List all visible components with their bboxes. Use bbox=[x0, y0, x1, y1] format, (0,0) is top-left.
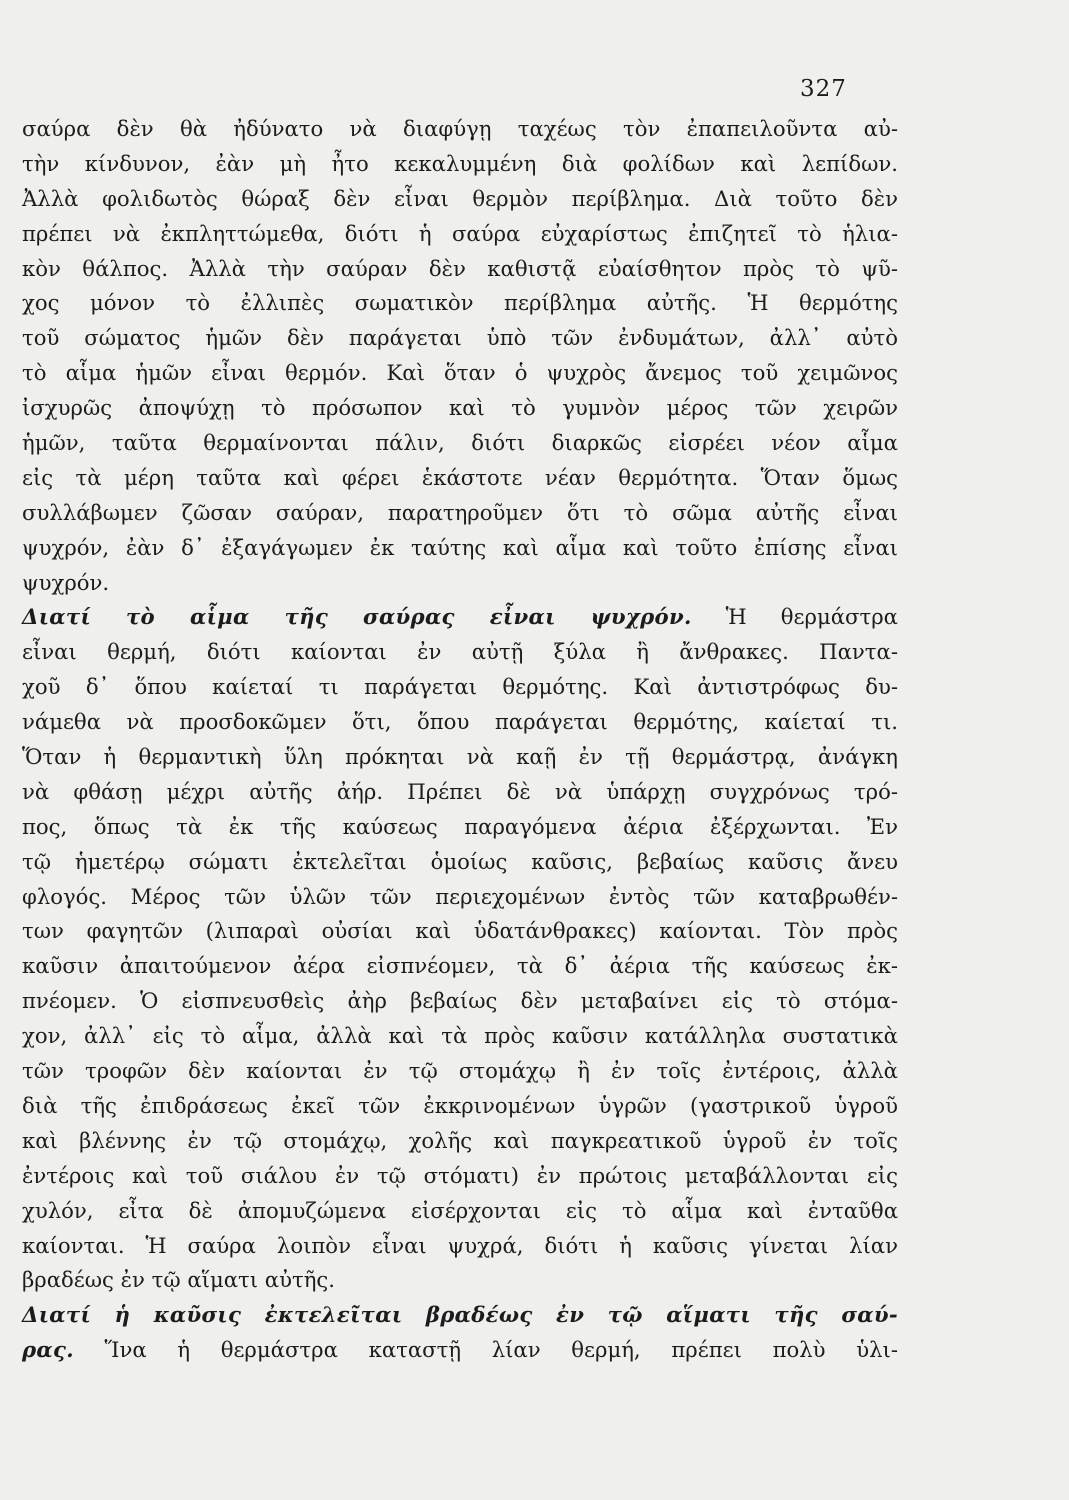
section-heading-line bbox=[22, 1298, 898, 1333]
text-run: Ἡ θερμάστρα bbox=[691, 604, 898, 630]
text-line: νὰ φθάσῃ μέχρι αὐτῆς ἀήρ. Πρέπει δὲ νὰ ὑπάρχῃ συγχρόνως τρό- bbox=[22, 778, 898, 804]
text-line: καίονται. Ἡ σαύρα λοιπὸν εἶναι ψυχρά, διότι ἡ καῦσις γίνεται λίαν bbox=[22, 1232, 898, 1258]
text-line: συλλάβωμεν ζῶσαν σαύραν, παρατηροῦμεν ὅτι τὸ σῶμα αὐτῆς εἶναι bbox=[22, 499, 898, 525]
text-line: ψυχρόν. bbox=[22, 569, 110, 595]
text-line: πνέομεν. Ὁ εἰσπνευσθεὶς ἀὴρ βεβαίως δὲν μεταβαίνει εἰς τὸ στόμα- bbox=[22, 988, 898, 1014]
page-body bbox=[22, 112, 898, 1368]
text-line: χον, ἀλλ᾽ εἰς τὸ αἷμα, ἀλλὰ καὶ τὰ πρὸς καῦσιν κατάλληλα συστατικὰ bbox=[22, 1023, 898, 1049]
text-line: ἐντέροις καὶ τοῦ σιάλου ἐν τῷ στόματι) ἐν πρώτοις μεταβάλλονται εἰς bbox=[22, 1162, 898, 1188]
text-line: τῶν τροφῶν δὲν καίονται ἐν τῷ στομάχῳ ἢ ἐν τοῖς ἐντέροις, ἀλλὰ bbox=[22, 1058, 898, 1084]
text-line: των φαγητῶν (λιπαραὶ οὐσίαι καὶ ὑδατάνθρακες) καίονται. Τὸν πρὸς bbox=[22, 918, 898, 944]
section-heading: Διατί ἡ καῦσις ἐκτελεῖται βραδέως ἐν τῷ αἵματι τῆς σαύ- bbox=[22, 1302, 898, 1328]
text-line: καὶ βλέννης ἐν τῷ στομάχῳ, χολῆς καὶ παγκρεατικοῦ ὑγροῦ ἐν τοῖς bbox=[22, 1127, 898, 1153]
text-line: σαύρα δὲν θὰ ἠδύνατο νὰ διαφύγῃ ταχέως τὸν ἐπαπειλοῦντα αὐ- bbox=[22, 116, 898, 141]
text-line: νάμεθα νὰ προσδοκῶμεν ὅτι, ὅπου παράγεται θερμότης, καίεταί τι. bbox=[22, 709, 898, 735]
text-line: Ἀλλὰ φολιδωτὸς θώραξ δὲν εἶναι θερμὸν περίβλημα. Διὰ τοῦτο δὲν bbox=[22, 185, 898, 211]
section-heading: Διατί τὸ αἷμα τῆς σαύρας εἶναι ψυχρόν. bbox=[22, 604, 692, 630]
text-line: εἰς τὰ μέρη ταῦτα καὶ φέρει ἑκάστοτε νέαν θερμότητα. Ὅταν ὅμως bbox=[22, 464, 898, 490]
text-line: διὰ τῆς ἐπιδράσεως ἐκεῖ τῶν ἐκκρινομένων ὑγρῶν (γαστρικοῦ ὑγροῦ bbox=[22, 1092, 898, 1118]
text-line: φλογός. Μέρος τῶν ὑλῶν τῶν περιεχομένων ἐντὸς τῶν καταβρωθέν- bbox=[22, 883, 898, 909]
text-line: χος μόνον τὸ ἐλλιπὲς σωματικὸν περίβλημα αὐτῆς. Ἡ θερμότης bbox=[22, 290, 898, 316]
text-line: τὴν κίνδυνον, ἐὰν μὴ ἦτο κεκαλυμμένη διὰ φολίδων καὶ λεπίδων. bbox=[22, 150, 898, 176]
text-line: τοῦ σώματος ἡμῶν δὲν παράγεται ὑπὸ τῶν ἐνδυμάτων, ἀλλ᾽ αὐτὸ bbox=[22, 325, 898, 351]
text-line: εἶναι θερμή, διότι καίονται ἐν αὐτῇ ξύλα ἢ ἄνθρακες. Παντα- bbox=[22, 639, 898, 665]
section-heading: ρας. bbox=[22, 1337, 74, 1363]
text-line: τὸ αἷμα ἡμῶν εἶναι θερμόν. Καὶ ὅταν ὁ ψυχρὸς ἄνεμος τοῦ χειμῶνος bbox=[22, 360, 898, 386]
text-line: ἰσχυρῶς ἀποψύχῃ τὸ πρόσωπον καὶ τὸ γυμνὸν μέρος τῶν χειρῶν bbox=[22, 395, 898, 421]
section-heading-line bbox=[22, 1333, 898, 1368]
text-line: πρέπει νὰ ἐκπληττώμεθα, διότι ἡ σαύρα εὐχαρίστως ἐπιζητεῖ τὸ ἡλια- bbox=[22, 220, 898, 246]
text-line: Ὅταν ἡ θερμαντικὴ ὕλη πρόκηται νὰ καῇ ἐν τῇ θερμάστρᾳ, ἀνάγκη bbox=[22, 744, 898, 770]
text-line: χυλόν, εἶτα δὲ ἀπομυζώμενα εἰσέρχονται εἰς τὸ αἷμα καὶ ἐνταῦθα bbox=[22, 1197, 898, 1223]
text-line: καῦσιν ἀπαιτούμενον ἀέρα εἰσπνέομεν, τὰ δ᾽ ἀέρια τῆς καύσεως ἐκ- bbox=[22, 953, 898, 979]
page-number: 327 bbox=[800, 76, 847, 102]
text-line: χοῦ δ᾽ ὅπου καίεταί τι παράγεται θερμότης. Καὶ ἀντιστρόφως δυ- bbox=[22, 674, 898, 700]
text-line: βραδέως ἐν τῷ αἵματι αὐτῆς. bbox=[22, 1267, 336, 1293]
text-line: ψυχρόν, ἐὰν δ᾽ ἐξαγάγωμεν ἐκ ταύτης καὶ αἷμα καὶ τοῦτο ἐπίσης εἶναι bbox=[22, 534, 898, 560]
section-heading-line bbox=[22, 600, 898, 635]
text-line: τῷ ἡμετέρῳ σώματι ἐκτελεῖται ὁμοίως καῦσις, βεβαίως καῦσις ἄνευ bbox=[22, 848, 898, 874]
text-line: ἡμῶν, ταῦτα θερμαίνονται πάλιν, διότι διαρκῶς εἰσρέει νέον αἷμα bbox=[22, 430, 898, 456]
text-line: πος, ὅπως τὰ ἐκ τῆς καύσεως παραγόμενα ἀέρια ἐξέρχωνται. Ἐν bbox=[22, 813, 898, 839]
text-run: Ἵνα ἡ θερμάστρα καταστῇ λίαν θερμή, πρέπει πολὺ ὑλι- bbox=[73, 1337, 898, 1363]
text-line: κὸν θάλπος. Ἀλλὰ τὴν σαύραν δὲν καθιστᾷ εὐαίσθητον πρὸς τὸ ψῦ- bbox=[22, 255, 898, 281]
